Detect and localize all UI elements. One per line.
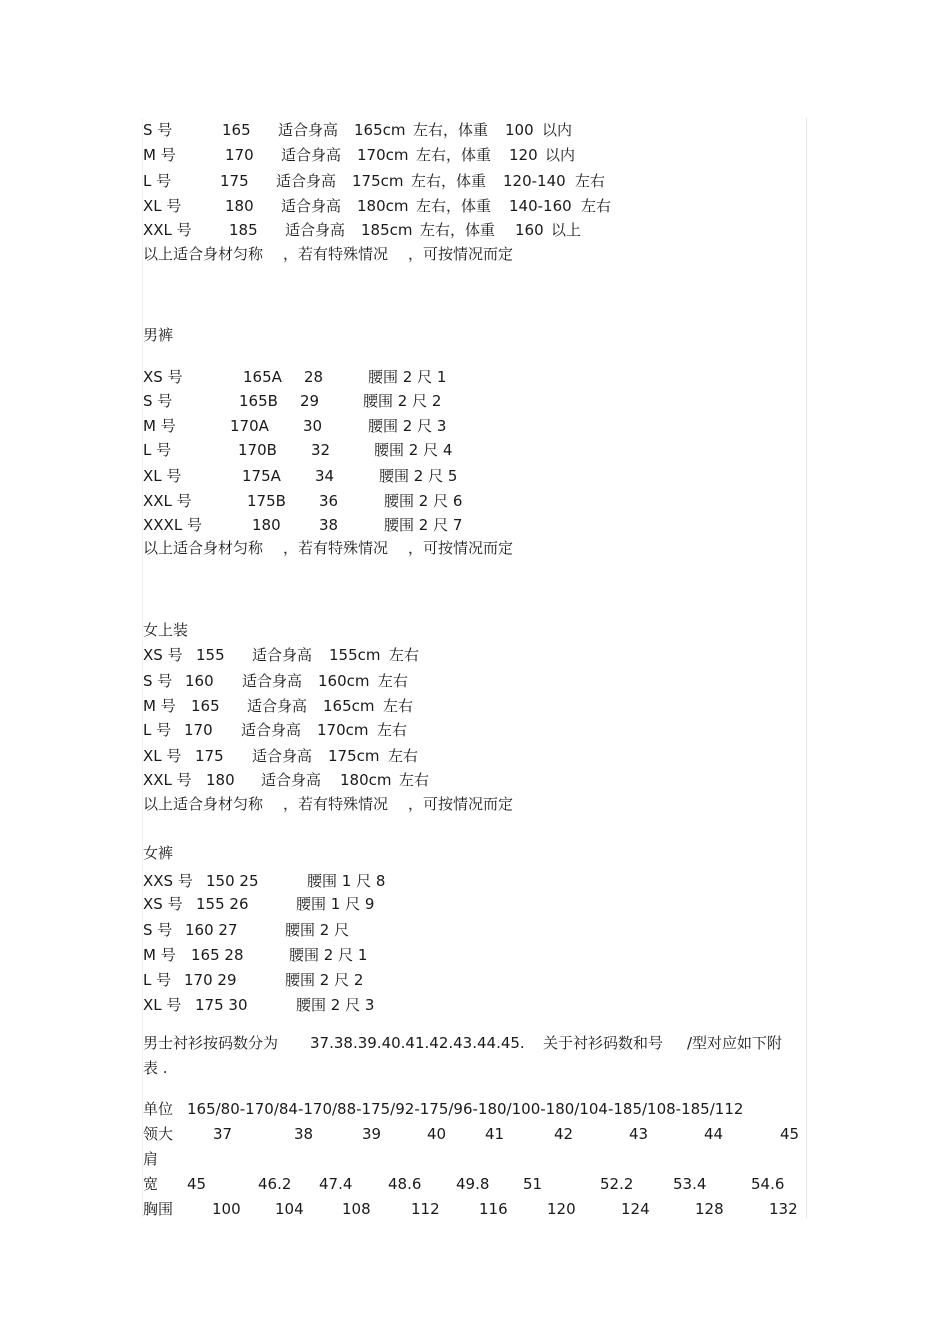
size-cell: XL 号 xyxy=(143,996,182,1014)
height-cm-cell: 175cm xyxy=(328,747,380,765)
size-cell: XXL 号 xyxy=(143,221,192,239)
intro-part: 男士衬衫按码数分为 xyxy=(143,1034,279,1052)
size-cell: XL 号 xyxy=(143,747,182,765)
height-cm-cell: 170cm xyxy=(357,146,409,164)
waist-cell: 腰围 2 尺 2 xyxy=(285,971,364,989)
height-code-cell: 180 xyxy=(206,771,235,789)
collar-cell: 39 xyxy=(362,1125,382,1143)
size-cell: M 号 xyxy=(143,946,176,964)
height-cm-cell: 180cm xyxy=(357,197,409,215)
height-cm-cell: 170cm xyxy=(317,721,369,739)
shoulder-cell: 45 xyxy=(187,1175,207,1193)
note-part: ，若有特殊情况 xyxy=(283,795,389,813)
chest-cell: 100 xyxy=(212,1200,241,1218)
range-label: 左右 xyxy=(575,172,606,190)
shoulder-cell: 48.6 xyxy=(388,1175,422,1193)
size-cell: XL 号 xyxy=(143,467,182,485)
waist-cell: 腰围 2 尺 2 xyxy=(363,392,442,410)
chest-cell: 116 xyxy=(479,1200,508,1218)
model-cell: 175A xyxy=(242,467,281,485)
height-code-cell: 175 xyxy=(195,747,224,765)
fit-label: 适合身高 xyxy=(276,172,337,190)
section-title: 女上装 xyxy=(143,621,189,639)
fit-label: 适合身高 xyxy=(252,646,313,664)
model-cell: 180 xyxy=(252,516,281,534)
range-label: 左右 xyxy=(399,771,430,789)
fit-label: 适合身高 xyxy=(242,672,303,690)
waist-cell: 腰围 2 尺 6 xyxy=(384,492,463,510)
size-cell: XL 号 xyxy=(143,197,182,215)
intro-part: /型对应如下附 xyxy=(687,1034,783,1052)
collar-cell: 37 xyxy=(213,1125,233,1143)
collar-cell: 44 xyxy=(704,1125,724,1143)
intro-part: 表 . xyxy=(143,1059,168,1077)
range-label: 以上 xyxy=(551,221,582,239)
shoulder-cell: 47.4 xyxy=(319,1175,353,1193)
waist-cell: 腰围 1 尺 9 xyxy=(296,895,375,913)
collar-cell: 42 xyxy=(554,1125,574,1143)
model-cell: 160 27 xyxy=(185,921,238,939)
fit-label: 适合身高 xyxy=(252,747,313,765)
size-cell: S 号 xyxy=(143,392,173,410)
chest-cell: 120 xyxy=(547,1200,576,1218)
range-label: 左右 xyxy=(383,697,414,715)
size-cell: XXL 号 xyxy=(143,492,192,510)
note-part: ，若有特殊情况 xyxy=(283,539,389,557)
size-cell: XXS 号 xyxy=(143,872,193,890)
waist-code-cell: 38 xyxy=(319,516,339,534)
section-title: 女裤 xyxy=(143,844,174,862)
shoulder-cell: 52.2 xyxy=(600,1175,634,1193)
intro-part: 37.38.39.40.41.42.43.44.45. xyxy=(310,1034,525,1052)
note-part: 以上适合身材匀称 xyxy=(143,245,264,263)
note-part: ，可按情况而定 xyxy=(408,245,514,263)
height-code-cell: 160 xyxy=(185,672,214,690)
row-label: 宽 xyxy=(143,1175,159,1193)
collar-cell: 40 xyxy=(427,1125,447,1143)
row-label: 胸围 xyxy=(143,1200,174,1218)
height-cm-cell: 175cm xyxy=(352,172,404,190)
shoulder-cell: 53.4 xyxy=(673,1175,707,1193)
fit-label: 适合身高 xyxy=(241,721,302,739)
unit-value: 165/80-170/84-170/88-175/92-175/96-180/100-180/104-185/108-185/112 xyxy=(187,1100,744,1118)
page-edge-left xyxy=(142,118,143,1218)
weight-label: 左右，体重 xyxy=(416,197,492,215)
model-cell: 170A xyxy=(230,417,269,435)
chest-cell: 124 xyxy=(621,1200,650,1218)
size-cell: S 号 xyxy=(143,672,173,690)
model-cell: 150 25 xyxy=(206,872,259,890)
chest-cell: 128 xyxy=(695,1200,724,1218)
waist-code-cell: 34 xyxy=(315,467,335,485)
section-title: 男裤 xyxy=(143,326,174,344)
weight-label: 左右，体重 xyxy=(411,172,487,190)
size-cell: L 号 xyxy=(143,971,172,989)
weight-cell: 140-160 xyxy=(509,197,572,215)
shoulder-cell: 51 xyxy=(523,1175,543,1193)
model-cell: 165 28 xyxy=(191,946,244,964)
model-cell: 155 26 xyxy=(196,895,249,913)
waist-code-cell: 28 xyxy=(304,368,324,386)
model-cell: 170 29 xyxy=(184,971,237,989)
fit-label: 适合身高 xyxy=(247,697,308,715)
range-label: 左右 xyxy=(377,721,408,739)
range-label: 左右 xyxy=(378,672,409,690)
height-code-cell: 165 xyxy=(191,697,220,715)
height-cm-cell: 180cm xyxy=(340,771,392,789)
height-cm-cell: 155cm xyxy=(329,646,381,664)
waist-code-cell: 36 xyxy=(319,492,339,510)
size-cell: M 号 xyxy=(143,417,176,435)
range-label: 以内 xyxy=(545,146,576,164)
model-cell: 170B xyxy=(238,441,277,459)
note-part: ，可按情况而定 xyxy=(408,539,514,557)
weight-cell: 120 xyxy=(509,146,538,164)
size-cell: S 号 xyxy=(143,921,173,939)
page-edge-right xyxy=(806,118,807,1218)
size-cell: L 号 xyxy=(143,172,172,190)
fit-label: 适合身高 xyxy=(285,221,346,239)
note-part: ，可按情况而定 xyxy=(408,795,514,813)
range-label: 左右 xyxy=(389,646,420,664)
waist-cell: 腰围 2 尺 1 xyxy=(289,946,368,964)
model-cell: 165A xyxy=(243,368,282,386)
weight-label: 左右，体重 xyxy=(416,146,492,164)
height-code-cell: 180 xyxy=(225,197,254,215)
size-cell: L 号 xyxy=(143,721,172,739)
model-cell: 175B xyxy=(247,492,286,510)
height-cm-cell: 165cm xyxy=(323,697,375,715)
waist-code-cell: 32 xyxy=(311,441,331,459)
height-code-cell: 165 xyxy=(222,121,251,139)
unit-label: 单位 xyxy=(143,1100,174,1118)
height-cm-cell: 165cm xyxy=(354,121,406,139)
note-part: ，若有特殊情况 xyxy=(283,245,389,263)
size-cell: XXXL 号 xyxy=(143,516,202,534)
fit-label: 适合身高 xyxy=(281,146,342,164)
shoulder-cell: 46.2 xyxy=(258,1175,292,1193)
intro-part: 关于衬衫码数和号 xyxy=(543,1034,664,1052)
size-cell: XS 号 xyxy=(143,895,183,913)
chest-cell: 112 xyxy=(411,1200,440,1218)
fit-label: 适合身高 xyxy=(278,121,339,139)
size-cell: L 号 xyxy=(143,441,172,459)
chest-cell: 132 xyxy=(769,1200,798,1218)
height-code-cell: 170 xyxy=(225,146,254,164)
model-cell: 165B xyxy=(239,392,278,410)
range-label: 以内 xyxy=(542,121,573,139)
weight-label: 左右，体重 xyxy=(420,221,496,239)
chest-cell: 104 xyxy=(275,1200,304,1218)
size-cell: XXL 号 xyxy=(143,771,192,789)
waist-cell: 腰围 2 尺 3 xyxy=(296,996,375,1014)
height-code-cell: 185 xyxy=(229,221,258,239)
range-label: 左右 xyxy=(388,747,419,765)
waist-code-cell: 29 xyxy=(300,392,320,410)
weight-cell: 160 xyxy=(515,221,544,239)
waist-cell: 腰围 2 尺 3 xyxy=(368,417,447,435)
waist-cell: 腰围 1 尺 8 xyxy=(307,872,386,890)
chest-cell: 108 xyxy=(342,1200,371,1218)
waist-cell: 腰围 2 尺 1 xyxy=(368,368,447,386)
size-cell: M 号 xyxy=(143,146,176,164)
size-cell: XS 号 xyxy=(143,368,183,386)
weight-cell: 120-140 xyxy=(503,172,566,190)
weight-label: 左右，体重 xyxy=(413,121,489,139)
fit-label: 适合身高 xyxy=(261,771,322,789)
collar-cell: 45 xyxy=(780,1125,800,1143)
height-code-cell: 170 xyxy=(184,721,213,739)
size-cell: M 号 xyxy=(143,697,176,715)
collar-cell: 38 xyxy=(294,1125,314,1143)
collar-cell: 43 xyxy=(629,1125,649,1143)
waist-code-cell: 30 xyxy=(303,417,323,435)
waist-cell: 腰围 2 尺 xyxy=(285,921,350,939)
shoulder-cell: 54.6 xyxy=(751,1175,785,1193)
range-label: 左右 xyxy=(581,197,612,215)
height-cm-cell: 160cm xyxy=(318,672,370,690)
collar-cell: 41 xyxy=(485,1125,505,1143)
model-cell: 175 30 xyxy=(195,996,248,1014)
fit-label: 适合身高 xyxy=(281,197,342,215)
height-cm-cell: 185cm xyxy=(361,221,413,239)
size-cell: S 号 xyxy=(143,121,173,139)
note-part: 以上适合身材匀称 xyxy=(143,795,264,813)
note-part: 以上适合身材匀称 xyxy=(143,539,264,557)
waist-cell: 腰围 2 尺 5 xyxy=(379,467,458,485)
shoulder-cell: 49.8 xyxy=(456,1175,490,1193)
weight-cell: 100 xyxy=(505,121,534,139)
size-cell: XS 号 xyxy=(143,646,183,664)
row-label: 领大 xyxy=(143,1125,174,1143)
row-label: 肩 xyxy=(143,1150,159,1168)
height-code-cell: 155 xyxy=(196,646,225,664)
waist-cell: 腰围 2 尺 4 xyxy=(374,441,453,459)
height-code-cell: 175 xyxy=(220,172,249,190)
waist-cell: 腰围 2 尺 7 xyxy=(384,516,463,534)
